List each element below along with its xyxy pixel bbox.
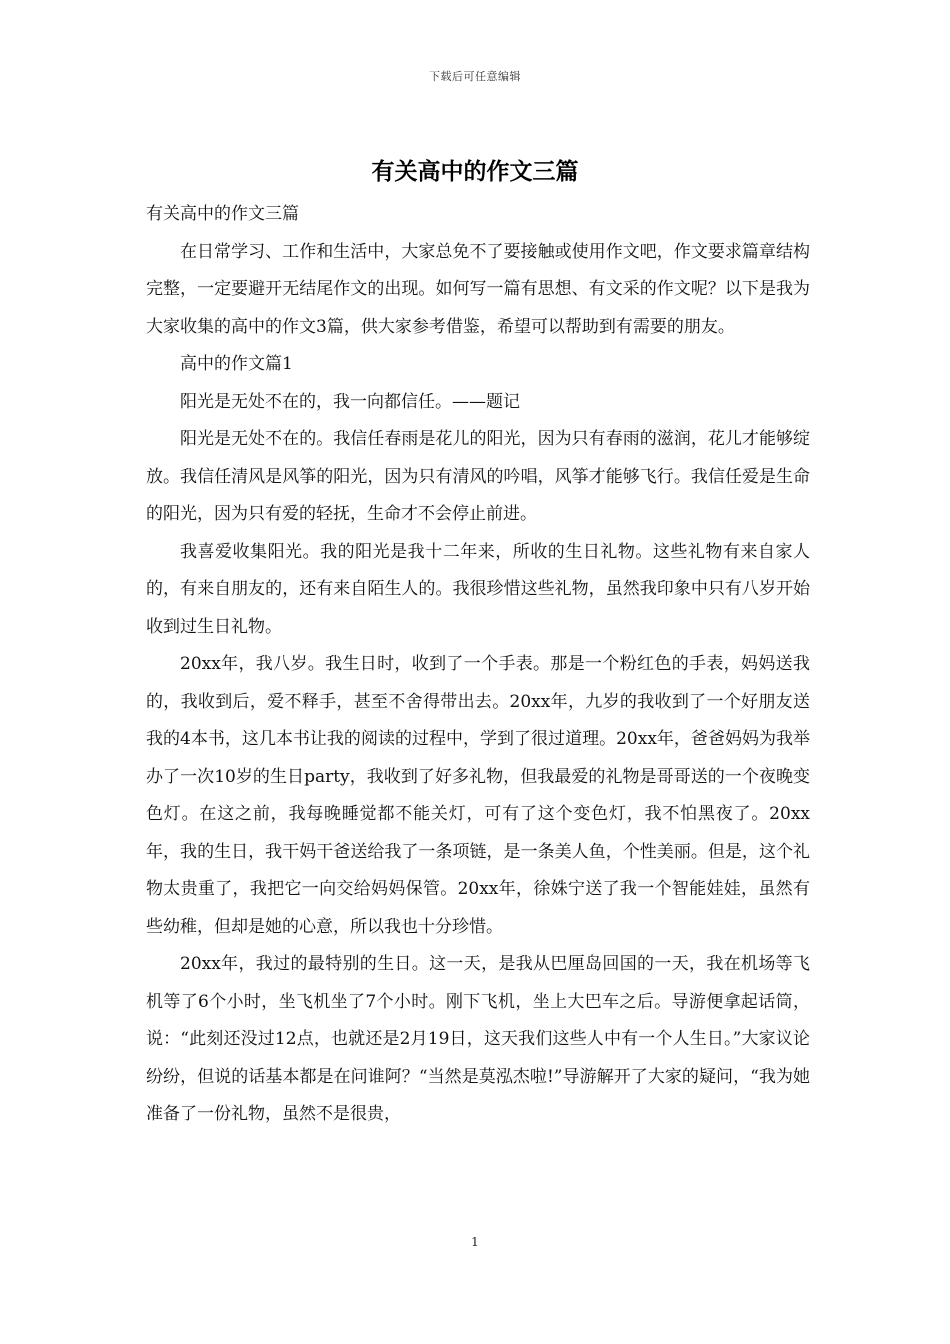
page-number: 1 xyxy=(471,1235,479,1249)
body-paragraph: 阳光是无处不在的。我信任春雨是花儿的阳光，因为只有春雨的滋润，花儿才能够绽放。我信任清风是风筝的阳光，因为只有清风的吟唱，风筝才能够飞行。我信任爱是生命的阳光，因为只有爱的轻抚，生命才不会停止前进。 xyxy=(146,429,810,524)
subtitle-paragraph: 有关高中的作文三篇 xyxy=(146,204,299,224)
body-paragraph: 20xx年，我过的最特别的生日。这一天，是我从巴厘岛回国的一天，我在机场等飞机等了6个小时，坐飞机坐了7个小时。刚下飞机，坐上大巴车之后。导游便拿起话筒，说：“此刻还没过12点，也就还是2月19日，这天我们这些人中有一个人生日。”大家议论纷纷，但说的话基本都是在问谁阿？“当然是莫泓杰啦!”导游解开了大家的疑问，“我为她准备了一份礼物，虽然不是很贵， xyxy=(146,954,810,1124)
intro-paragraph: 在日常学习、工作和生活中，大家总免不了要接触或使用作文吧，作文要求篇章结构完整，一定要避开无结尾作文的出现。如何写一篇有思想、有文采的作文呢？以下是我为大家收集的高中的作文3篇，供大家参考借鉴，希望可以帮助到有需要的朋友。 xyxy=(146,241,810,337)
body-paragraph: 我喜爱收集阳光。我的阳光是我十二年来，所收的生日礼物。这些礼物有来自家人的，有来自朋友的，还有来自陌生人的。我很珍惜这些礼物，虽然我印象中只有八岁开始收到过生日礼物。 xyxy=(146,541,810,637)
section-heading: 高中的作文篇1 xyxy=(180,354,293,374)
document-body xyxy=(146,196,810,1134)
body-paragraph: 20xx年，我八岁。我生日时，收到了一个手表。那是一个粉红色的手表，妈妈送我的，我收到后，爱不释手，甚至不舍得带出去。20xx年，九岁的我收到了一个好朋友送我的4本书，这几本书让我的阅读的过程中，学到了很过道理。20xx年，爸爸妈妈为我举办了一次10岁的生日party，我收到了好多礼物，但我最爱的礼物是哥哥送的一个夜晚变色灯。在这之前，我每晚睡觉都不能关灯，可有了这个变色灯，我不怕黑夜了。20xx年，我的生日，我干妈干爸送给我了一条项链，是一条美人鱼，个性美丽。但是，这个礼物太贵重了，我把它一向交给妈妈保管。20xx年，徐姝宁送了我一个智能娃娃，虽然有些幼稚，但却是她的心意，所以我也十分珍惜。 xyxy=(146,654,810,937)
document-title: 有关高中的作文三篇 xyxy=(371,158,579,185)
header-note: 下载后可任意编辑 xyxy=(429,70,521,83)
epigraph-paragraph: 阳光是无处不在的，我一向都信任。——题记 xyxy=(180,391,520,412)
